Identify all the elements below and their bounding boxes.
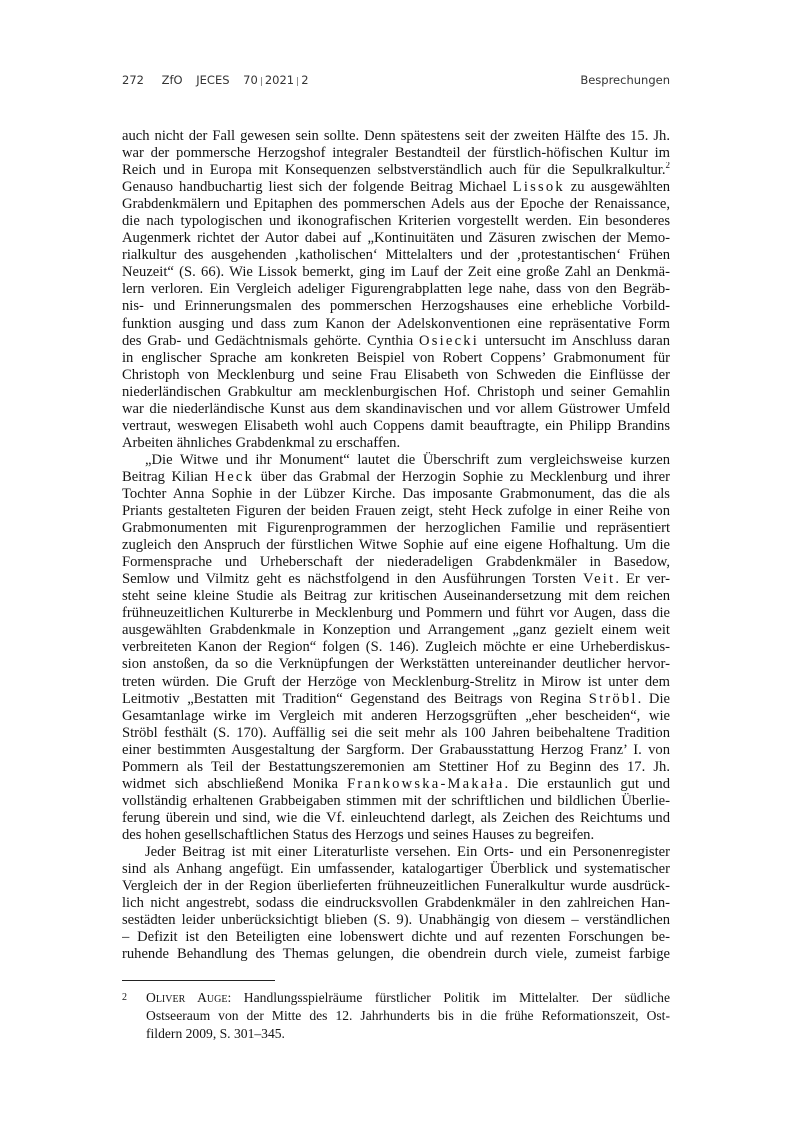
text-line: ferung überein und sind, wie die Vf. einleuchtend darlegt, als Zeichen des Reichtums und [122, 809, 670, 826]
text-line: niederländischen Grabkultur am mecklenburgischen Hof. Christoph und seiner Gemahlin [122, 383, 670, 400]
author-name: Osiecki [419, 332, 479, 349]
footnote-number: 2 [122, 992, 127, 1003]
text-line: in englischer Sprache am konkreten Beispiel von Robert Coppens’ Grabmonument für [122, 349, 670, 366]
text-line: die nach typologischen und ikonografischen Kriterien vorgestellt werden. Ein besonderes [122, 213, 670, 230]
author-name: Heck [214, 468, 255, 485]
journal-abbrev: ZfO [161, 73, 183, 87]
separator: | [259, 77, 263, 87]
text-line: Jeder Beitrag ist mit einer Literaturliste versehen. Ein Orts- und ein Personenregister [145, 843, 670, 860]
text-line: Neuzeit“ (S. 66). Wie Lissok bemerkt, ging im Lauf der Zeit eine große Zahl an Denkmä- [122, 264, 670, 281]
text-line: steht seine kleine Studie als Beitrag zur kritischen Auseinandersetzung mit dem reichen [122, 588, 670, 605]
footnote-line: fildern 2009, S. 301–345. [146, 1026, 285, 1042]
footnote-ref: 2 [665, 162, 670, 171]
text-line: war die niederländische Kunst aus dem skandinavischen und vor allem Güstrower Umfeld [122, 400, 670, 417]
text-line: sestädten leider unberücksichtigt blieben (S. 9). Unabhängig von diesem – verständlichen [122, 912, 670, 929]
text-line: Grabmonumenten mit Figurenprogrammen der herzoglichen Familie und repräsentiert [122, 520, 670, 537]
text-line: Pommern als Teil der Bestattungszeremonien am Stettiner Hof zu Beginn des 17. Jh. [122, 758, 670, 775]
text-line: Leitmotiv „Bestatten mit Tradition“ Gegenstand des Beitrags von Regina Ströbl. Die [122, 690, 670, 707]
text-line: Vergleich der in der Region überlieferten frühneuzeitlichen Funeralkultur wurde ausdrück- [122, 878, 670, 895]
text-line: einer bestimmten Ausgestaltung der Sargform. Der Grabausstattung Herzog Franz’ I. von [122, 741, 670, 758]
section-title: Besprechungen [580, 73, 670, 87]
text-line: widmet sich abschließend Monika Frankowska-Makała. Die erstaunlich gut und [122, 775, 670, 792]
header-journal-info [122, 73, 309, 87]
author-name: Veit [583, 571, 616, 588]
issue: 2 [301, 73, 309, 87]
text-line: Tochter Anna Sophie in der Lübzer Kirche. Das imposante Grabmonument, das die als [122, 485, 670, 502]
author-name: Ströbl [588, 690, 638, 707]
footnote-line: Ostseeraum von der Mitte des 12. Jahrhunderts bis in die frühe Reformationszeit, Ost- [146, 1008, 670, 1024]
separator: | [296, 77, 300, 87]
volume: 70 [243, 73, 258, 87]
text-line: – Defizit ist den Beteiligten eine lobenswert dichte und auf rezenten Forschungen be- [122, 929, 670, 946]
text-line: auch nicht der Fall gewesen sein sollte. Denn spätestens seit der zweiten Hälfte des 15. Jh. [122, 128, 670, 144]
text-line: Gesamtanlage wirke im Vergleich mit anderen Herzogsgrüften „eher bescheiden“, wie [122, 707, 670, 724]
text-line: Formensprache und Urheberschaft der niederadeligen Grabdenkmäler in Basedow, [122, 554, 670, 571]
text-line: Grabdenkmälern und Epitaphen des pommerschen Adels aus der Epoche der Renaissance, [122, 196, 670, 213]
text-line: Christoph von Mecklenburg und seine Frau Elisabeth von Schweden die Einflüsse der [122, 366, 670, 383]
page-number: 272 [122, 73, 144, 87]
author-name: Lissok [512, 179, 565, 196]
text-line: ruhende Behandlung des Themas gelungen, die obendrein durch viele, zumeist farbige [122, 946, 670, 963]
text-line: Genauso handbuchartig liest sich der folgende Beitrag Michael Lissok zu ausgewählten [122, 179, 670, 196]
text-line: Ströbl festhält (S. 170). Auffällig sei die seit mehr als 100 Jahren beibehaltene Tradition [122, 724, 670, 741]
journal-volume-issue [243, 73, 308, 87]
text-line: Semlow und Vilmitz geht es nächstfolgend in den Ausführungen Torsten Veit. Er ver- [122, 571, 670, 588]
text-line: des hohen gesellschaftlichen Status des Herzogs und seines Hauses zu begreifen. [122, 826, 595, 843]
text-line: verbreiteten Kanon der Region“ folgen (S. 146). Zugleich möchte er eine Urheberdiskus- [122, 639, 670, 656]
running-header [122, 73, 670, 91]
text-line: vollständig erhaltenen Grabbeigaben stimmen mit der schriftlichen und bildlichen Überlie- [122, 792, 670, 809]
text-line: frühneuzeitlichen Kulturerbe in Mecklenburg und Pommern und führt vor Augen, dass die [122, 605, 670, 622]
text-line: Priants gestalteten Figuren der beiden Frauen zeigt, steht Heck zufolge in einer Reihe von [122, 503, 670, 520]
year: 2021 [264, 73, 295, 87]
footnote-text [146, 989, 670, 1044]
text-line: Augenmerk richtet der Autor dabei auf „Kontinuitäten und Zäsuren zwischen der Memo- [122, 230, 670, 247]
footnote [122, 989, 670, 1044]
text-line: Arbeiten ähnliches Grabdenkmal zu erschaffen. [122, 434, 401, 451]
text-line: lich nicht angestrebt, sodass die eindrucksvollen Grabdenkmäler in den zahlreichen Han- [122, 895, 670, 912]
text-line: vertraut, weswegen Elisabeth wohl auch Coppens damit beauftragte, ein Philipp Brandins [122, 417, 670, 434]
text-line: treten würden. Die Gruft der Herzöge von Mecklenburg-Strelitz in Mirow ist unter dem [122, 673, 670, 690]
journal-series: JECES [196, 73, 230, 87]
review-body [122, 128, 670, 963]
footnote-divider [122, 980, 275, 981]
text-line: nis- und Erinnerungsmalen des pommerschen Herzogshauses eine erhebliche Vorbild- [122, 298, 670, 315]
footnote-line: Oliver Auge: Handlungsspielräume fürstlicher Politik im Mittelalter. Der südliche [146, 990, 670, 1005]
text-line: zugleich den Anspruch der fürstlichen Witwe Sophie auf eine eigene Hofhaltung. Um die [122, 537, 670, 554]
text-line: Beitrag Kilian Heck über das Grabmal der Herzogin Sophie zu Mecklenburg und ihrer [122, 468, 670, 485]
text-line: lern verloren. Ein Vergleich adeliger Figurengrabplatten lege nahe, dass von den Begräb- [122, 281, 670, 298]
text-line: war der pommersche Herzogshof integraler Bestandteil der fürstlich-höfischen Kultur im [122, 145, 670, 162]
footnote-author: Oliver Auge [146, 990, 228, 1005]
text-line: Reich und in Europa mit Konsequenzen selbstverständlich auch für die Sepulkralkultur.$^2$ [122, 162, 670, 179]
text-line: rialkultur des ausgehenden ‚katholischen‘ Mittelalters und der ‚protestantischen‘ Frühen [122, 247, 670, 264]
text-line: „Die Witwe und ihr Monument“ lautet die Überschrift zum vergleichsweise kurzen [145, 451, 670, 468]
text-line: sind als Anhang angefügt. Ein umfassender, katalogartiger Überblick und systematischer [122, 861, 670, 878]
author-name: Frankowska-Makała [347, 775, 505, 792]
text-line: des Grab- und Gedächtnismals gehörte. Cynthia Osiecki untersucht im Anschluss daran [122, 332, 670, 349]
text-line: sion anstoßen, da so die Verknüpfungen der Werkstätten untereinander deutlicher hervor- [122, 656, 670, 673]
text-line: funktion ausging und dass zum Kanon der Adelskonventionen eine repräsentative Form [122, 315, 670, 332]
text-line: ausgewählten Grabdenkmale in Konzeption und Arrangement „ganz gezielt einem weit [122, 622, 670, 639]
